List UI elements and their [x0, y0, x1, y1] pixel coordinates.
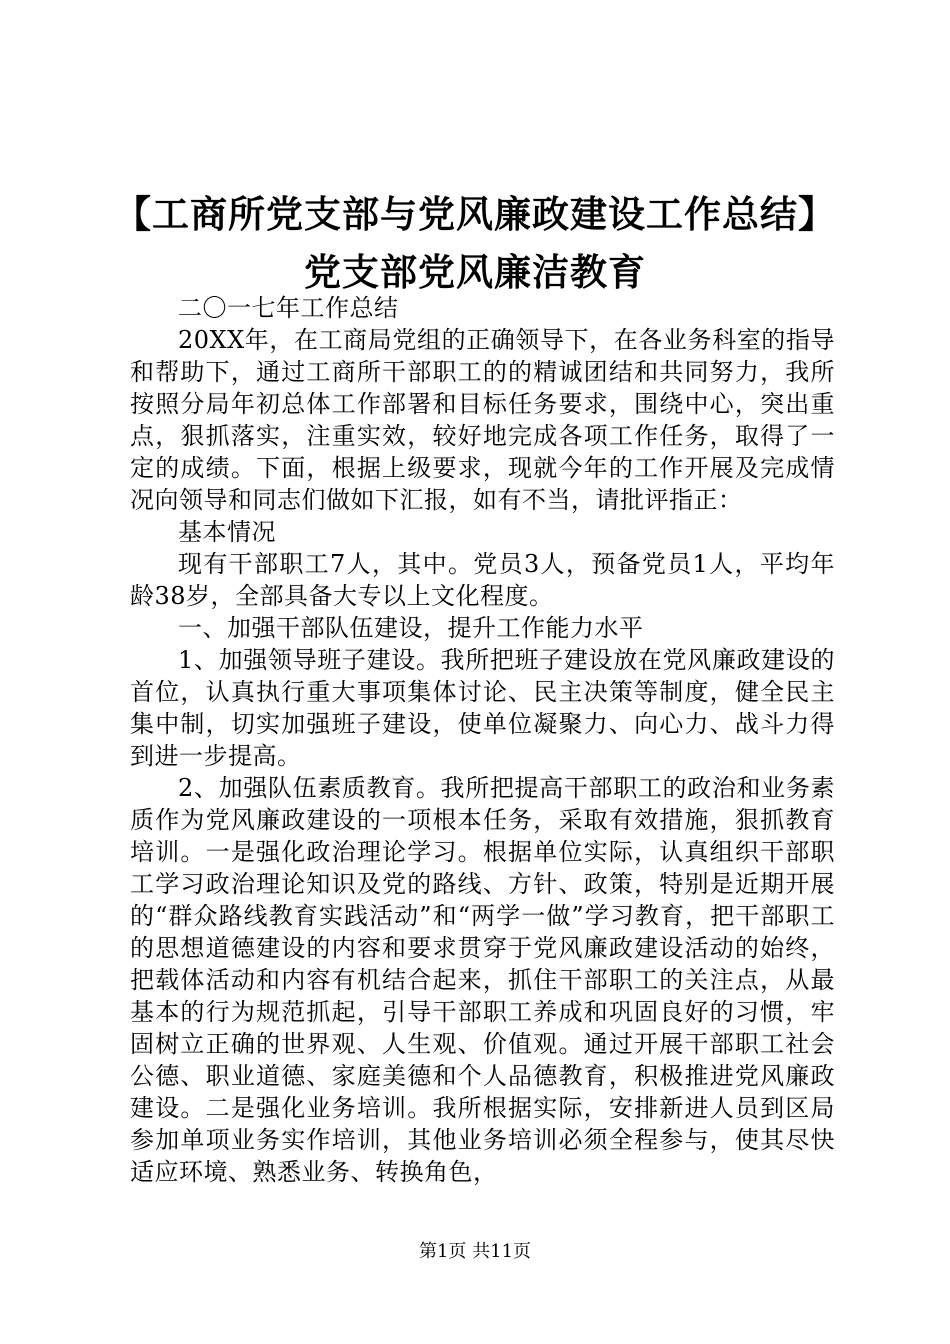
page-footer: 第1页 共11页: [418, 1241, 532, 1262]
paragraph-intro: 20XX年，在工商局党组的正确领导下，在各业务科室的指导和帮助下，通过工商所干部职工的的精诚团结和共同努力，我所按照分局年初总体工作部署和目标任务要求，围绕中心，突出重点，狠抓落实，注重实效，较好地完成各项工作任务，取得了一定的成绩。下面，根据上级要求，现就今年的工作开展及完成情况向领导和同志们做如下汇报，如有不当，请批评指正：: [130, 326, 835, 514]
paragraph-item-2: 2、加强队伍素质教育。我所把提高干部职工的政治和业务素质作为党风廉政建设的一项根本任务，采取有效措施，狠抓教育培训。一是强化政治理论学习。根据单位实际，认真组织干部职工学习政治理论知识及党的路线、方针、政策，特别是近期开展的“群众路线教育实践活动”和“两学一做”学习教育，把干部职工的思想道德建设的内容和要求贯穿于党风廉政建设活动的始终，把载体活动和内容有机结合起来，抓住干部职工的关注点，从最基本的行为规范抓起，引导干部职工养成和巩固良好的习惯，牢固树立正确的世界观、人生观、价值观。通过开展干部职工社会公德、职业道德、家庭美德和个人品德教育，积极推进党风廉政建设。二是强化业务培训。我所根据实际，安排新进人员到区局参加单项业务实作培训，其他业务培训必须全程参与，使其尽快适应环境、熟悉业务、转换角色，: [130, 774, 835, 1186]
paragraph-heading-basic: 基本情况: [178, 518, 276, 546]
paragraph-basic-info: 现有干部职工7人，其中。党员3人，预备党员1人，平均年龄38岁，全部具备大专以上文化程度。: [130, 550, 835, 610]
paragraph-heading-summary: 二〇一七年工作总结: [178, 294, 399, 322]
paragraph-item-1: 1、加强领导班子建设。我所把班子建设放在党风廉政建设的首位，认真执行重大事项集体讨论、民主决策等制度，健全民主集中制，切实加强班子建设，使单位凝聚力、向心力、战斗力得到进一步提高。: [130, 646, 835, 770]
paragraph-section-one-heading: 一、加强干部队伍建设，提升工作能力水平: [178, 614, 644, 642]
document-body: [130, 292, 835, 1188]
document-title: 【工商所党支部与党风廉政建设工作总结】党支部党风廉洁教育: [114, 192, 836, 294]
